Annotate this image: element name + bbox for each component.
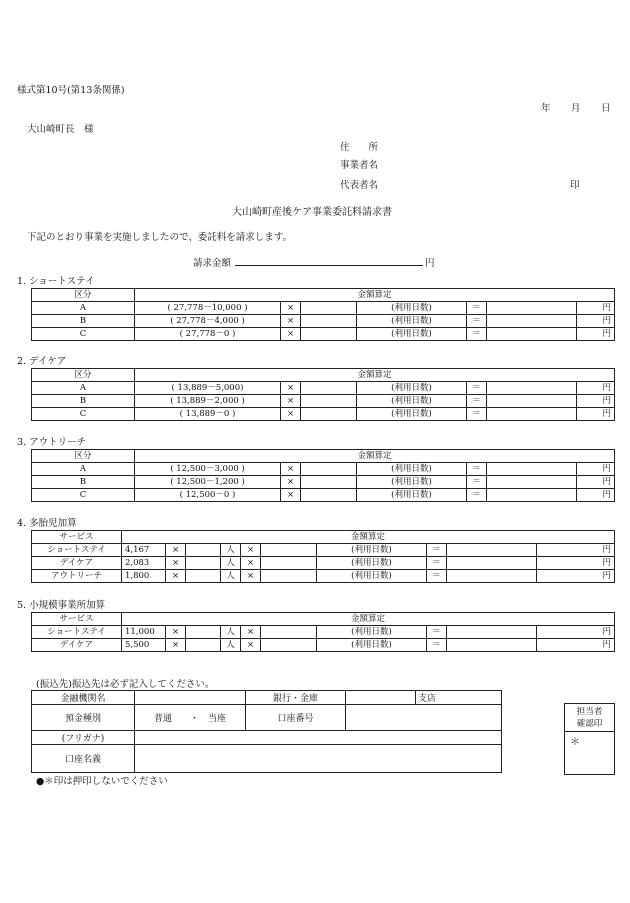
bank-kind-label: 銀行・金庫	[246, 691, 346, 705]
table-row: アウトリーチ 1,800 × 人 × (利用日数) ＝ 円	[32, 570, 615, 583]
holder-label: 口座名義	[32, 745, 135, 773]
institution-input[interactable]	[135, 691, 246, 705]
input-cell[interactable]	[447, 639, 537, 652]
business-name-label: 事業者名	[340, 160, 379, 171]
stamp-asterisk: ＊	[570, 737, 580, 748]
date-year-label: 年	[541, 103, 551, 114]
col-header-calc: 金額算定	[135, 450, 615, 463]
input-cell[interactable]	[186, 570, 221, 583]
account-number-label: 口座番号	[246, 705, 346, 731]
col-header-calc: 金額算定	[135, 369, 615, 382]
claim-amount-line	[235, 265, 423, 266]
date-month-label: 月	[571, 103, 581, 114]
table-row: デイケア 5,500 × 人 × (利用日数) ＝ 円	[32, 639, 615, 652]
input-cell[interactable]	[301, 382, 357, 395]
input-cell[interactable]	[487, 328, 577, 341]
table-row: B ( 27,778－4,000 ) × (利用日数) ＝ 円	[32, 315, 615, 328]
col-header-calc: 金額算定	[122, 613, 615, 626]
claim-amount-yen: 円	[425, 258, 435, 269]
account-type-label: 預金種別	[32, 705, 135, 731]
col-header-category: 区分	[32, 369, 135, 382]
daycare-table	[31, 368, 615, 421]
input-cell[interactable]	[447, 557, 537, 570]
input-cell[interactable]	[447, 570, 537, 583]
date-day-label: 日	[601, 103, 611, 114]
input-cell[interactable]	[261, 626, 317, 639]
multiple-birth-table	[31, 530, 615, 583]
input-cell[interactable]	[301, 476, 357, 489]
section-title: 5. 小規模事業所加算	[17, 600, 106, 611]
col-header-calc: 金額算定	[135, 289, 615, 302]
stamp-label-line2: 確認印	[576, 719, 603, 729]
table-row: ショートステイ 11,000 × 人 × (利用日数) ＝ 円	[32, 626, 615, 639]
claim-amount-label: 請求金額	[193, 258, 232, 269]
furigana-label: (フリガナ)	[32, 731, 135, 745]
furigana-input[interactable]	[135, 731, 502, 745]
input-cell[interactable]	[186, 557, 221, 570]
seal-mark: 印	[570, 180, 580, 191]
branch-input[interactable]	[346, 691, 416, 705]
table-row: C ( 13,889－0 ) × (利用日数) ＝ 円	[32, 408, 615, 421]
section-title: 4. 多胎児加算	[17, 518, 77, 529]
bank-note: (振込先)振込先は必ず記入してください。	[36, 679, 215, 690]
input-cell[interactable]	[186, 639, 221, 652]
table-row: A ( 12,500－3,000 ) × (利用日数) ＝ 円	[32, 463, 615, 476]
table-row: C ( 27,778－0 ) × (利用日数) ＝ 円	[32, 328, 615, 341]
input-cell[interactable]	[487, 315, 577, 328]
input-cell[interactable]	[487, 476, 577, 489]
col-header-calc: 金額算定	[122, 531, 615, 544]
input-cell[interactable]	[487, 382, 577, 395]
document-title: 大山崎町産後ケア事業委託料請求書	[232, 207, 392, 218]
account-type-options[interactable]: 普通 ・ 当座	[135, 705, 246, 731]
small-facility-table	[31, 612, 615, 652]
input-cell[interactable]	[186, 544, 221, 557]
input-cell[interactable]	[301, 315, 357, 328]
intro-text: 下記のとおり事業を実施しましたので、委託料を請求します。	[27, 232, 293, 243]
table-row: デイケア 2,083 × 人 × (利用日数) ＝ 円	[32, 557, 615, 570]
footnote: ●＊印は押印しないでください	[36, 776, 168, 787]
input-cell[interactable]	[487, 395, 577, 408]
input-cell[interactable]	[301, 408, 357, 421]
input-cell[interactable]	[301, 489, 357, 502]
staff-stamp-box[interactable]	[564, 703, 615, 775]
input-cell[interactable]	[261, 639, 317, 652]
branch-label: 支店	[416, 691, 502, 705]
input-cell[interactable]	[447, 626, 537, 639]
outreach-table	[31, 449, 615, 502]
bank-table	[31, 690, 502, 773]
input-cell[interactable]	[261, 557, 317, 570]
form-number: 様式第10号(第13条関係)	[17, 85, 125, 96]
account-number-input[interactable]	[346, 705, 502, 731]
input-cell[interactable]	[261, 570, 317, 583]
shortstay-table	[31, 288, 615, 341]
col-header-service: サービス	[32, 531, 122, 544]
input-cell[interactable]	[487, 463, 577, 476]
input-cell[interactable]	[301, 395, 357, 408]
table-row: B ( 13,889－2,000 ) × (利用日数) ＝ 円	[32, 395, 615, 408]
col-header-category: 区分	[32, 289, 135, 302]
holder-input[interactable]	[135, 745, 502, 773]
input-cell[interactable]	[487, 489, 577, 502]
table-row: ショートステイ 4,167 × 人 × (利用日数) ＝ 円	[32, 544, 615, 557]
section-title: 3. アウトリーチ	[17, 437, 87, 448]
addressee: 大山崎町長 様	[27, 124, 94, 135]
table-row: A ( 13,889－5,000) × (利用日数) ＝ 円	[32, 382, 615, 395]
section-title: 1. ショートステイ	[17, 276, 95, 287]
input-cell[interactable]	[261, 544, 317, 557]
input-cell[interactable]	[301, 328, 357, 341]
stamp-label-line1: 担当者	[576, 707, 603, 717]
table-row: A ( 27,778－10,000 ) × (利用日数) ＝ 円	[32, 302, 615, 315]
col-header-service: サービス	[32, 613, 122, 626]
input-cell[interactable]	[186, 626, 221, 639]
input-cell[interactable]	[301, 463, 357, 476]
representative-label: 代表者名	[340, 180, 379, 191]
input-cell[interactable]	[487, 302, 577, 315]
section-title: 2. デイケア	[17, 356, 67, 367]
input-cell[interactable]	[301, 302, 357, 315]
input-cell[interactable]	[447, 544, 537, 557]
address-label: 住 所	[340, 142, 379, 153]
table-row: C ( 12,500－0 ) × (利用日数) ＝ 円	[32, 489, 615, 502]
col-header-category: 区分	[32, 450, 135, 463]
input-cell[interactable]	[487, 408, 577, 421]
institution-label: 金融機関名	[32, 691, 135, 705]
table-row: B ( 12,500－1,200 ) × (利用日数) ＝ 円	[32, 476, 615, 489]
